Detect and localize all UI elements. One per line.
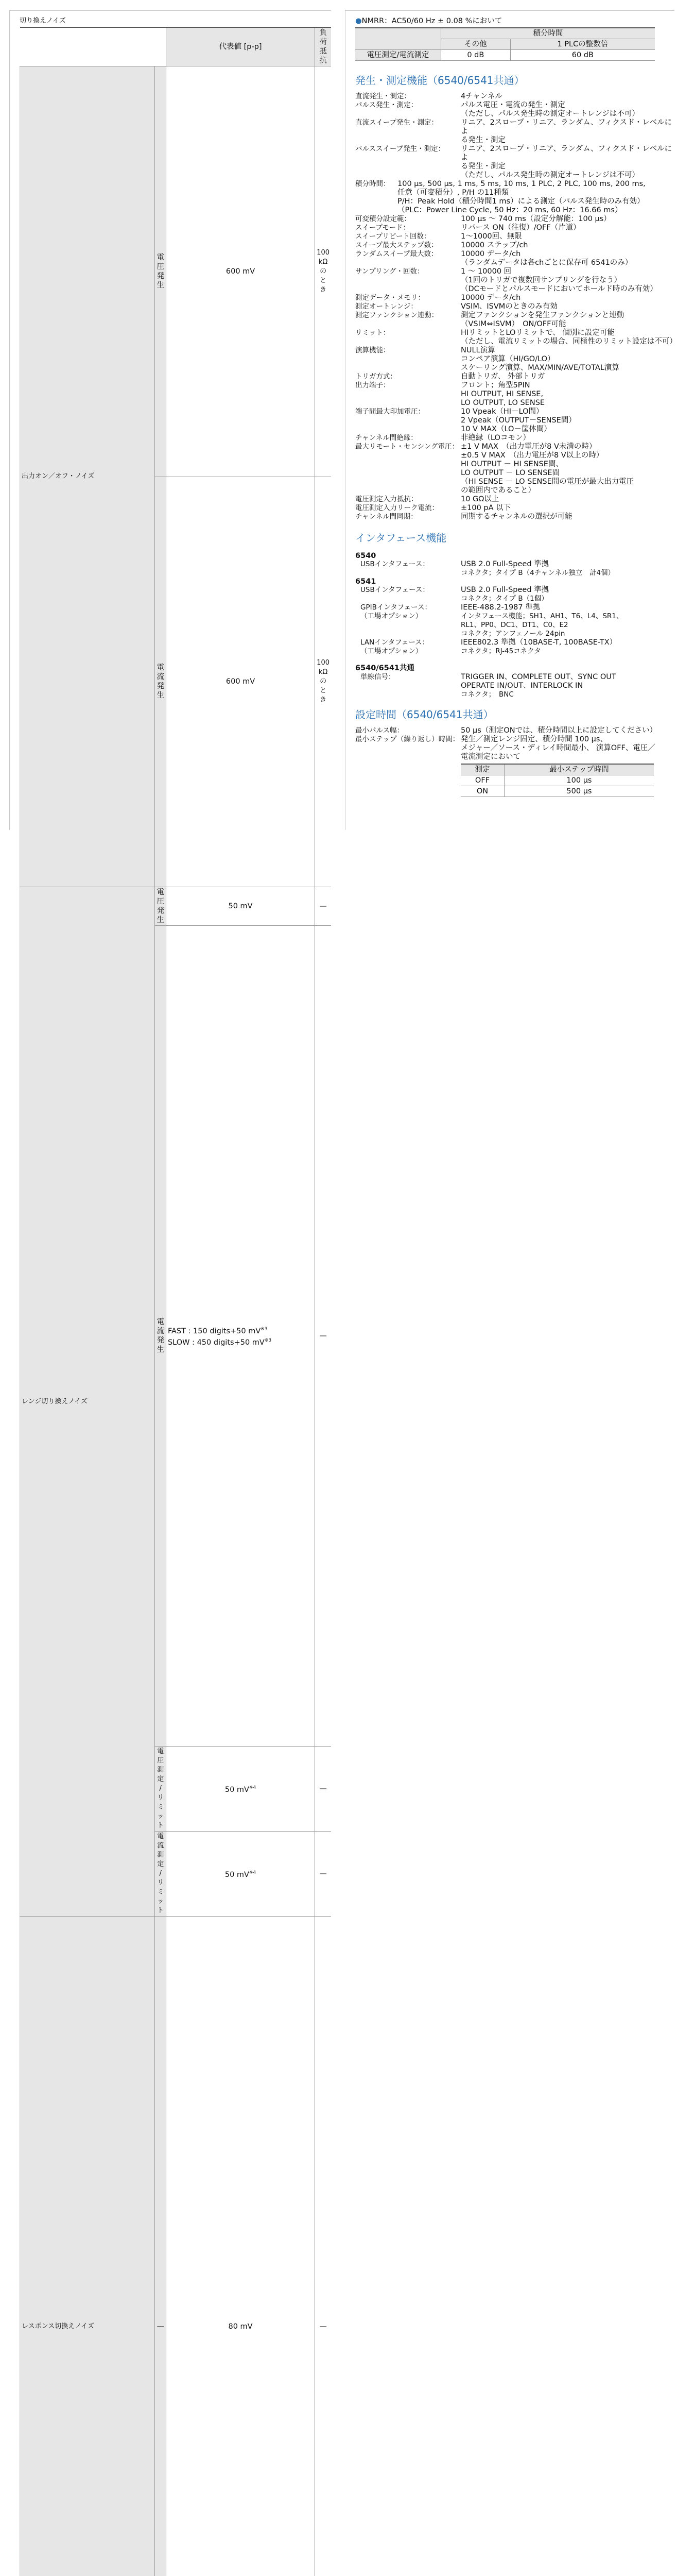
spec-value: TRIGGER IN、COMPLETE OUT、SYNC OUT OPERATE IN/OUT、INTERLOCK IN コネクタ； BNC <box>461 673 616 699</box>
spec-key: USBインタフェース： <box>360 586 429 594</box>
spec-value: 4チャンネル <box>461 92 502 100</box>
spec-value: 10000 データ/ch <box>461 294 521 302</box>
spec-value: VSIM、ISVMのときのみ有効 <box>461 302 558 311</box>
spec-key: USBインタフェース： <box>360 560 429 568</box>
if-heading: インタフェース機能 <box>355 532 447 544</box>
spec-value: 10000 データ/ch （ランダムデータは各chごとに保存可 6541のみ） <box>461 250 633 267</box>
spec-key: 最大リモート・センシング電圧： <box>355 443 459 451</box>
spec-value: 同期するチャンネルの選択が可能 <box>461 513 572 521</box>
if-6540-list <box>355 560 674 578</box>
spec-key: サンプリング・回数： <box>355 267 424 276</box>
spec-key: スイープ最大ステップ数： <box>355 241 438 249</box>
spec-key: 端子間最大印加電圧： <box>355 408 425 416</box>
spec-key: リミット： <box>355 329 390 337</box>
spec-value: IEEE802.3 準拠（10BASE-T, 100BASE-TX） コネクタ；RJ-45コネクタ <box>461 638 617 655</box>
spec-key: パルス発生・測定： <box>355 101 418 109</box>
if-common-list <box>355 673 674 699</box>
spec-value: USB 2.0 Full-Speed 準拠 コネクタ；タイプ B（4チャンネル独立 計4個） <box>461 560 615 577</box>
spec-value: 測定ファンクションを発生ファンクションと連動 （VSIM⇔ISVM） ON/OFF可能 <box>461 311 624 328</box>
func-heading: 発生・測定機能（6540/6541共通） <box>355 74 525 87</box>
spec-value: 10000 ステップ/ch <box>461 241 528 249</box>
nmrr-table: 積分時間 その他 1 PLCの整数倍 電圧測定/電流測定 0 dB 60 dB <box>355 27 655 61</box>
spec-value: リニア、2スロープ・リニア、ランダム、フィクスド・レベルによ る発生・測定 （ただし、パルス発生時の測定オートレンジは不可） <box>461 145 672 179</box>
spec-key: チャンネル間同期： <box>355 513 418 521</box>
spec-key: GPIBインタフェース： （工場オプション） <box>360 603 431 620</box>
spec-key: LANインタフェース： （工場オプション） <box>360 638 429 655</box>
set-list <box>355 726 674 761</box>
left-column <box>9 10 331 2331</box>
spec-key: 最小ステップ（繰り返し）時間： <box>355 735 460 743</box>
spec-key: 電圧測定入力抵抗： <box>355 495 418 503</box>
set-heading: 設定時間（6540/6541共通） <box>355 708 494 721</box>
spec-key: 最小パルス幅： <box>355 726 404 735</box>
spec-value: 50 μs（測定ONでは、積分時間以上に設定してください） <box>461 726 657 735</box>
spec-key: パルススイープ発生・測定： <box>355 145 445 153</box>
spec-value: NULL演算 コンペア演算（HI/GO/LO） スケーリング演算、MAX/MIN/AVE/TOTAL演算 <box>461 346 619 372</box>
spec-value: パルス電圧・電流の発生・測定 （ただし、パルス発生時の測定オートレンジは不可） <box>461 101 639 118</box>
spec-value: 10 GΩ以上 <box>461 495 499 503</box>
spec-value: 100 μs ～ 740 ms（設定分解能：100 μs） <box>461 215 611 223</box>
spec-key: スイープリピート回数： <box>355 232 431 241</box>
step-time-table: 測定 最小ステップ時間 OFF 100 μs ON 500 μs <box>461 764 654 797</box>
spec-value: 自動トリガ、 外部トリガ <box>461 372 545 381</box>
spec-key: 電圧測定入力リーク電流： <box>355 504 439 512</box>
spec-value: リニア、2スロープ・リニア、ランダム、フィクスド・レベルによ る発生・測定 <box>461 118 672 144</box>
spec-key: 単線信号： <box>360 673 395 681</box>
spec-value: 発生／測定レンジ固定、積分時間 100 μs、 メジャー／ソース・ディレイ時間最小、 演算OFF、電圧／ 電流測定において <box>461 735 655 761</box>
spec-value: 1 ～ 10000 回 （1回のトリガで複数回サンプリングを行なう） （DCモードとパルスモードにおいてホールド時のみ有効） <box>461 267 657 293</box>
spec-value: HIリミットとLOリミットで、 個別に設定可能 （ただし、電流リミットの場合、同極性のリミット設定は不可） <box>461 329 677 346</box>
if-6541-list <box>355 586 674 656</box>
spec-key: 直流発生・測定： <box>355 92 411 100</box>
spec-key: 直流スイープ発生・測定： <box>355 118 439 127</box>
switch-noise-table: 代表値 [p-p] 負荷抵抗 出力オン／オフ・ノイズ 電圧発生 600 mV 100 kΩのとき 電流発生 600 mV 100 kΩのとき レンジ切り換えノイズ 電圧発生 50 mV — 電流発生 FAST : 150 digits+50 $mV^{※3}$ SLOW : 450 digits+50 $mV^{※3}$ — 電圧測定 / リミット 50 $mV^{※4}$ — 電流測定 / リミット 50 $mV^{※4}$ — レスポンス切換えノイズ — 80 mV — <box>20 27 331 2576</box>
spec-value: 1～1000回、無限 <box>461 232 522 241</box>
spec-value: 100 μs, 500 μs, 1 ms, 5 ms, 10 ms, 1 PLC, 2 PLC, 100 ms, 200 ms, 任意（可変積分）, P/H の11種類 P/H：Peak Hold（積分時間1 ms）による測定（パルス発生時のみ有効） （PLC：Power Line Cycle, 50 Hz：20 ms, 60 Hz：16.66 ms） <box>397 180 646 214</box>
spec-key: トリガ方式： <box>355 372 397 381</box>
right-column: ●NMRR：AC50/60 Hz ± 0.08 %において 積分時間 その他 1 PLCの整数倍 電圧測定/電流測定 0 dB 60 dB 発生・測定機能（6540/6541共通） 直流発生・測定： 4チャンネル パルス発生・測定： パルス電圧・電流の発生・測定 （ただし、パルス発生時の測定オートレンジは不可） 直流スイープ発生・測定： リニア、2スロープ・リニア、ランダム、フィクスド・レベルによ る発生・測定 パルススイープ発生・測定： リニア、2スロープ・リニア、ランダム、フィクスド・レベルによ る発生・測定 （ただし、パルス発生時の測定オートレンジは不可） 積分時間： 100 μs, 500 μs, 1 ms, 5 ms, 10 ms, 1 PLC, 2 PLC, 100 ms, 200 ms, 任意（可変積分）, P/H の11種類 P/H：Peak Hold（積分時間1 ms）による測定（パルス発生時のみ有効） （PLC：Power Line Cycle, 50 Hz：20 ms, 60 Hz：16.66 ms） 可変積分設定範： 100 μs ～ 740 ms（設定分解能：100 μs） スイープモード： リバース ON（往復）/OFF（片道） スイープリピート回数： 1～1000回、無限 スイープ最大ステップ数： 10000 ステップ/ch ランダムスイープ最大数： 10000 データ/ch （ランダムデータは各chごとに保存可 6541のみ） サンプリング・回数： 1 ～ 10000 回 （1回のトリガで複数回サンプリングを行なう） （DCモードとパルスモードにおいてホールド時のみ有効） 測定データ・メモリ： 10000 データ/ch 測定オートレンジ： VSIM、ISVMのときのみ有効 測定ファンクション連動： 測定ファンクションを発生ファンクションと連動 （VSIM⇔ISVM） ON/OFF可能 リミット： HIリミットとLOリミットで、 個別に設定可能 （ただし、電流リミットの場合、同極性のリミット設定は不可） 演算機能： NULL演算 コンペア演算（HI/GO/LO） スケーリング演算、MAX/MIN/AVE/TOTAL演算 トリガ方式： 自動トリガ、 外部トリガ 出力端子： フロント；角型5PIN HI OUTPUT, HI SENSE, LO OUTPUT, LO SENSE 端子間最大印加電圧： 10 Vpeak（HI－LO間） 2 Vpeak（OUTPUT－SENSE間） 10 V MAX（LO－筐体間） チャンネル間絶縁： 非絶縁（LOコモン） 最大リモート・センシング電圧： ±1 V MAX （出力電圧が8 V未満の時） ±0.5 V MAX （出力電圧が8 V以上の時） HI OUTPUT － HI SENSE間、 LO OUTPUT － LO SENSE間 （HI SENSE － LO SENSE間の電圧が最大出力電圧 の範囲内であること） 電圧測定入力抵抗： 10 GΩ以上 電圧測定入力リーク電流： ±100 pA 以下 チャンネル間同期： 同期するチャンネルの選択が可能 インタフェース機能 6540 USBインタフェース： USB 2.0 Full-Speed 準拠 コネクタ；タイプ B（4チャンネル独立 計4個） 6541 USBインタフェース： USB 2.0 Full-Speed 準拠 コネクタ；タイプ B（1個） GPIBインタフェース： （工場オプション） IEEE-488.2-1987 準拠 インタフェース機能；SH1、AH1、T6、L4、SR1、 RL1、PP0、DC1、DT1、C0、E2 コネクタ；アンフェノール 24pin LANインタフェース： （工場オプション） IEEE802.3 準拠（10BASE-T, 100BASE-TX） コネクタ；RJ-45コネクタ 6540/6541共通 単線信号： TRIGGER IN、COMPLETE OUT、SYNC OUT OPERATE IN/OUT、INTERLOCK IN コネクタ； BNC 設定時間（6540/6541共通） 最小パルス幅： 50 μs（測定ONでは、積分時間以上に設定してください） 最小ステップ（繰り返し）時間： 発生／測定レンジ固定、積分時間 100 μs、 メジャー／ソース・ディレイ時間最小、 演算OFF、電圧／ 電流測定において 測定 最小ステップ時間 OFF 100 μs ON 500 μs <box>345 10 674 830</box>
spec-value: フロント；角型5PIN HI OUTPUT, HI SENSE, LO OUTPUT, LO SENSE <box>461 381 545 407</box>
spec-value: USB 2.0 Full-Speed 準拠 コネクタ；タイプ B（1個） <box>461 586 549 603</box>
spec-value: リバース ON（往復）/OFF（片道） <box>461 224 581 232</box>
spec-key: 可変積分設定範： <box>355 215 411 223</box>
spec-key: 測定ファンクション連動： <box>355 311 439 319</box>
spec-value: 非絶縁（LOコモン） <box>461 434 530 442</box>
spec-key: 演算機能： <box>355 346 390 354</box>
spec-key: ランダムスイープ最大数： <box>355 250 438 258</box>
switch-noise-title: 切り換えノイズ <box>20 17 66 25</box>
spec-value: ±1 V MAX （出力電圧が8 V未満の時） ±0.5 V MAX （出力電圧が8 V以上の時） HI OUTPUT － HI SENSE間、 LO OUTPUT － LO SENSE間 （HI SENSE － LO SENSE間の電圧が最大出力電圧 の範囲内であること） <box>461 443 634 495</box>
spec-key: 測定データ・メモリ： <box>355 294 425 302</box>
spec-key: 測定オートレンジ： <box>355 302 418 311</box>
func-list <box>355 92 677 521</box>
spec-value: ±100 pA 以下 <box>461 504 511 512</box>
spec-key: 積分時間： <box>355 180 390 188</box>
spec-value: IEEE-488.2-1987 準拠 インタフェース機能；SH1、AH1、T6、L4、SR1、 RL1、PP0、DC1、DT1、C0、E2 コネクタ；アンフェノール 24pin <box>461 603 623 638</box>
spec-key: スイープモード： <box>355 224 410 232</box>
spec-key: 出力端子： <box>355 381 390 389</box>
spec-value: 10 Vpeak（HI－LO間） 2 Vpeak（OUTPUT－SENSE間） 10 V MAX（LO－筐体間） <box>461 408 576 433</box>
spec-key: チャンネル間絶縁： <box>355 434 418 442</box>
